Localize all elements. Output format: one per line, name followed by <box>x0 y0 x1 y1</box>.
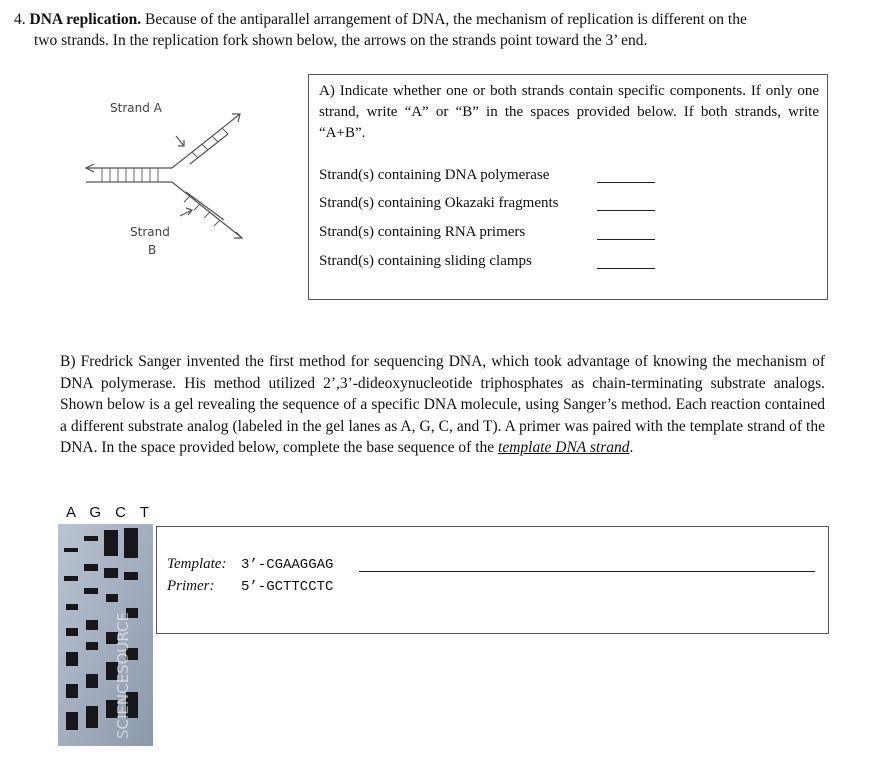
item-label-rna-primers: Strand(s) containing RNA primers <box>319 224 526 240</box>
item-label-okazaki-fragments: Strand(s) containing Okazaki fragments <box>319 195 559 211</box>
question-title: DNA replication. <box>29 11 142 28</box>
question-intro-line2: two strands. In the replication fork shown below, the arrows on the strands point toward the 3’ end. <box>34 32 648 49</box>
answer-blank-dna-polymerase[interactable] <box>597 182 655 183</box>
question-intro-line1: Because of the antiparallel arrangement of DNA, the mechanism of replication is different on the <box>145 11 747 28</box>
answer-blank-rna-primers[interactable] <box>597 239 655 240</box>
answer-blank-okazaki-fragments[interactable] <box>597 210 655 211</box>
part-a-box <box>308 74 828 300</box>
part-b-text: B) Fredrick Sanger invented the first method for sequencing DNA, which took advantage of knowing the mechanism of DNA polymerase. His method utilized 2’,3’-dideoxynucleotide triphosphates as chain-terminating substrate analogs. Shown below is a gel revealing the sequence of a specific DNA molecule, using Sanger’s method. Each reaction contained a different substrate analog (labeled in the gel lanes as A, G, C, and T). A primer was paired with the template strand of the DNA. In the space provided below, complete the base sequence of the <box>60 353 825 456</box>
part-a-item <box>319 224 819 246</box>
gel-lane-labels: A G C T <box>66 504 155 521</box>
sequence-box <box>156 526 829 634</box>
primer-label: Primer: <box>167 578 215 594</box>
item-label-sliding-clamps: Strand(s) containing sliding clamps <box>319 253 532 269</box>
answer-blank-sliding-clamps[interactable] <box>597 268 655 269</box>
sequencing-gel-image <box>58 524 153 746</box>
template-label: Template: <box>167 556 227 572</box>
part-a-item <box>319 253 819 275</box>
question-number: 4. <box>14 11 26 28</box>
question-header <box>14 9 844 51</box>
template-row <box>167 556 333 573</box>
gel-watermark: SCIENCESOURCE <box>114 611 132 739</box>
part-b-underlined: template DNA strand <box>498 439 630 456</box>
strand-b-label: Strand <box>130 225 170 239</box>
part-a-item <box>319 167 819 189</box>
part-a-item <box>319 195 819 217</box>
template-answer-line[interactable] <box>359 571 815 572</box>
primer-row <box>167 578 333 595</box>
part-b-paragraph <box>60 351 825 459</box>
part-a-instructions: A) Indicate whether one or both strands contain specific components. If only one strand, write “A” or “B” in the spaces provided below. If both strands, write “A+B”. <box>319 83 819 141</box>
strand-a-label: Strand A <box>110 101 162 115</box>
item-label-dna-polymerase: Strand(s) containing DNA polymerase <box>319 167 550 183</box>
replication-fork-diagram <box>80 88 280 268</box>
fork-strands <box>86 114 242 238</box>
template-value: 3’-CGAAGGAG <box>241 557 334 573</box>
strand-b-sub-label: B <box>148 243 157 257</box>
primer-value: 5’-GCTTCCTC <box>241 579 334 595</box>
part-b-period: . <box>629 439 634 456</box>
